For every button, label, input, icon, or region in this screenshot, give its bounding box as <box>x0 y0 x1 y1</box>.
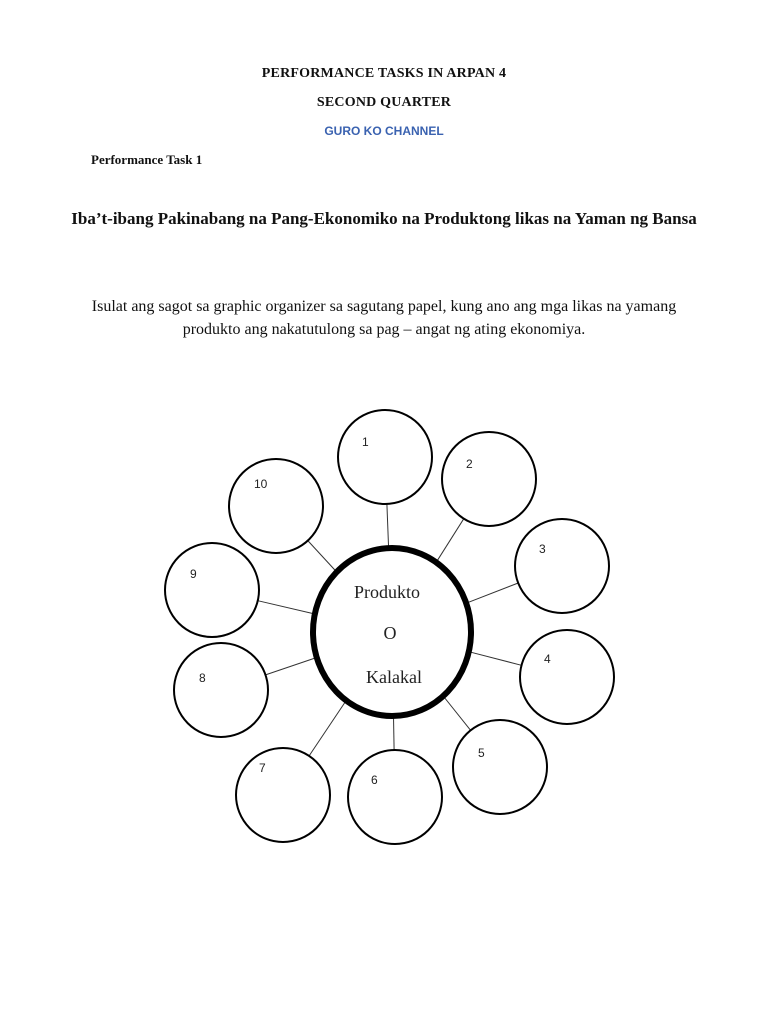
task-heading: Iba’t-ibang Pakinabang na Pang-Ekonomiko na Produktong likas na Yaman ng Bansa <box>71 209 697 228</box>
connector-line-1 <box>387 504 389 548</box>
connector-line-10 <box>308 541 337 572</box>
channel-name: GURO KO CHANNEL <box>324 124 444 138</box>
outer-circle-1 <box>338 410 432 504</box>
outer-circle-3 <box>515 519 609 613</box>
connector-line-7 <box>309 701 346 756</box>
connector-line-4 <box>469 652 522 666</box>
center-text-line-2: O <box>383 623 397 643</box>
outer-circle-8 <box>174 643 268 737</box>
outer-circle-label-2: 2 <box>466 457 473 471</box>
outer-circle-label-8: 8 <box>199 671 206 685</box>
connector-line-6 <box>394 716 395 750</box>
outer-circle-label-5: 5 <box>478 746 485 760</box>
center-text-line-3: Kalakal <box>366 667 422 687</box>
outer-circle-9 <box>165 543 259 637</box>
outer-circle-7 <box>236 748 330 842</box>
outer-circle-4 <box>520 630 614 724</box>
outer-circle-label-3: 3 <box>539 542 546 556</box>
outer-circle-label-9: 9 <box>190 567 197 581</box>
outer-circle-2 <box>442 432 536 526</box>
center-text-line-1: Produkto <box>353 582 421 602</box>
outer-circle-label-1: 1 <box>362 435 369 449</box>
document-subtitle: SECOND QUARTER <box>316 95 452 110</box>
connector-line-2 <box>436 519 464 563</box>
outer-circle-5 <box>453 720 547 814</box>
outer-circle-label-6: 6 <box>371 773 378 787</box>
outer-circle-label-10: 10 <box>254 477 268 491</box>
task-label: Performance Task 1 <box>91 152 203 167</box>
task-instructions: Isulat ang sagot sa graphic organizer sa sagutang papel, kung ano ang mga likas na yamang produkto ang nakatutulong sa pag – angat ng ating ekonomiya. <box>91 298 677 338</box>
document-title: PERFORMANCE TASKS IN ARPAN 4 <box>261 66 507 81</box>
connector-line-3 <box>466 583 518 603</box>
connector-line-9 <box>258 601 315 614</box>
connector-line-8 <box>266 658 317 675</box>
connector-line-5 <box>443 696 470 730</box>
outer-circle-label-7: 7 <box>259 761 266 775</box>
outer-circle-10 <box>229 459 323 553</box>
outer-circle-6 <box>348 750 442 844</box>
outer-circle-label-4: 4 <box>544 652 551 666</box>
